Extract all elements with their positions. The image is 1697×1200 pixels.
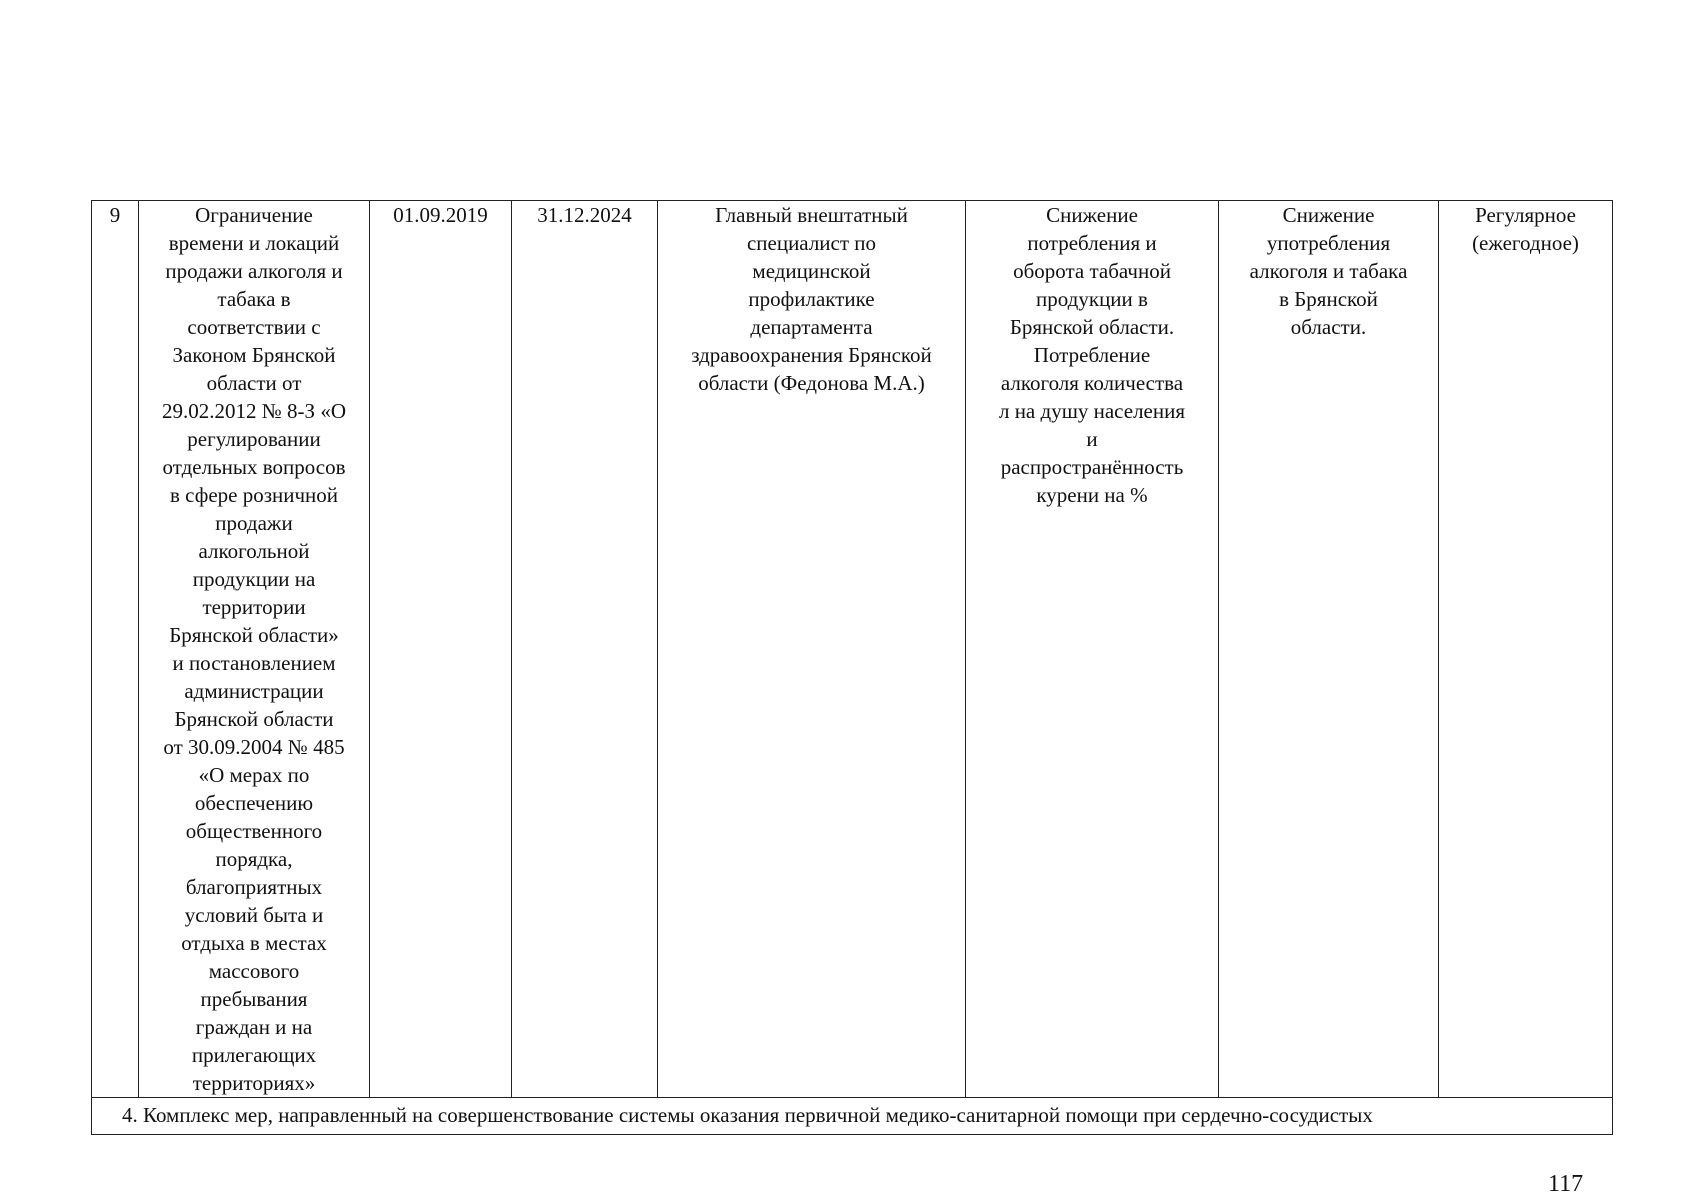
end-date: 31.12.2024 [537,203,632,227]
measures-table [91,200,1613,1135]
row-number-cell [92,201,139,1098]
frequency-cell [1439,201,1613,1098]
indicator-cell [966,201,1219,1098]
frequency-text: Регулярное (ежегодное) [1472,203,1579,255]
page-number: 117 [1548,1171,1584,1197]
table-row [92,201,1613,1098]
section-heading: 4. Комплекс мер, направленный на совершенствование системы оказания первичной медико-санитарной помощи при сердечно-сосудистых [92,1098,1613,1135]
measure-cell [139,201,370,1098]
indicator-text: Снижение потребления и оборота табачной продукции в Брянской области. Потребление алкоголя количества л на душу населения и распространённость курени на % [998,203,1186,507]
end-date-cell [512,201,658,1098]
responsible-cell [658,201,966,1098]
start-date-cell [370,201,512,1098]
result-cell [1219,201,1439,1098]
section-heading-row [92,1098,1613,1135]
result-text: Снижение употребления алкоголя и табака в Брянской области. [1249,203,1408,339]
measure-text: Ограничение времени и локаций продажи алкоголя и табака в соответствии с Законом Брянской области от 29.02.2012 № 8-З «О регулировании отдельных вопросов в сфере розничной продажи алкогольной продукции на территории Брянской области» и постановлением администрации Брянской области от 30.09.2004 № 485 «О мерах по обеспечению общественного порядка, благоприятных условий быта и отдыха в местах массового пребывания граждан и на прилегающих территориях» [162,203,346,1095]
start-date: 01.09.2019 [393,203,488,227]
responsible-text: Главный внештатный специалист по медицинской профилактике департамента здравоохранения Брянской области (Федонова М.А.) [691,203,932,395]
row-number: 9 [109,203,121,227]
